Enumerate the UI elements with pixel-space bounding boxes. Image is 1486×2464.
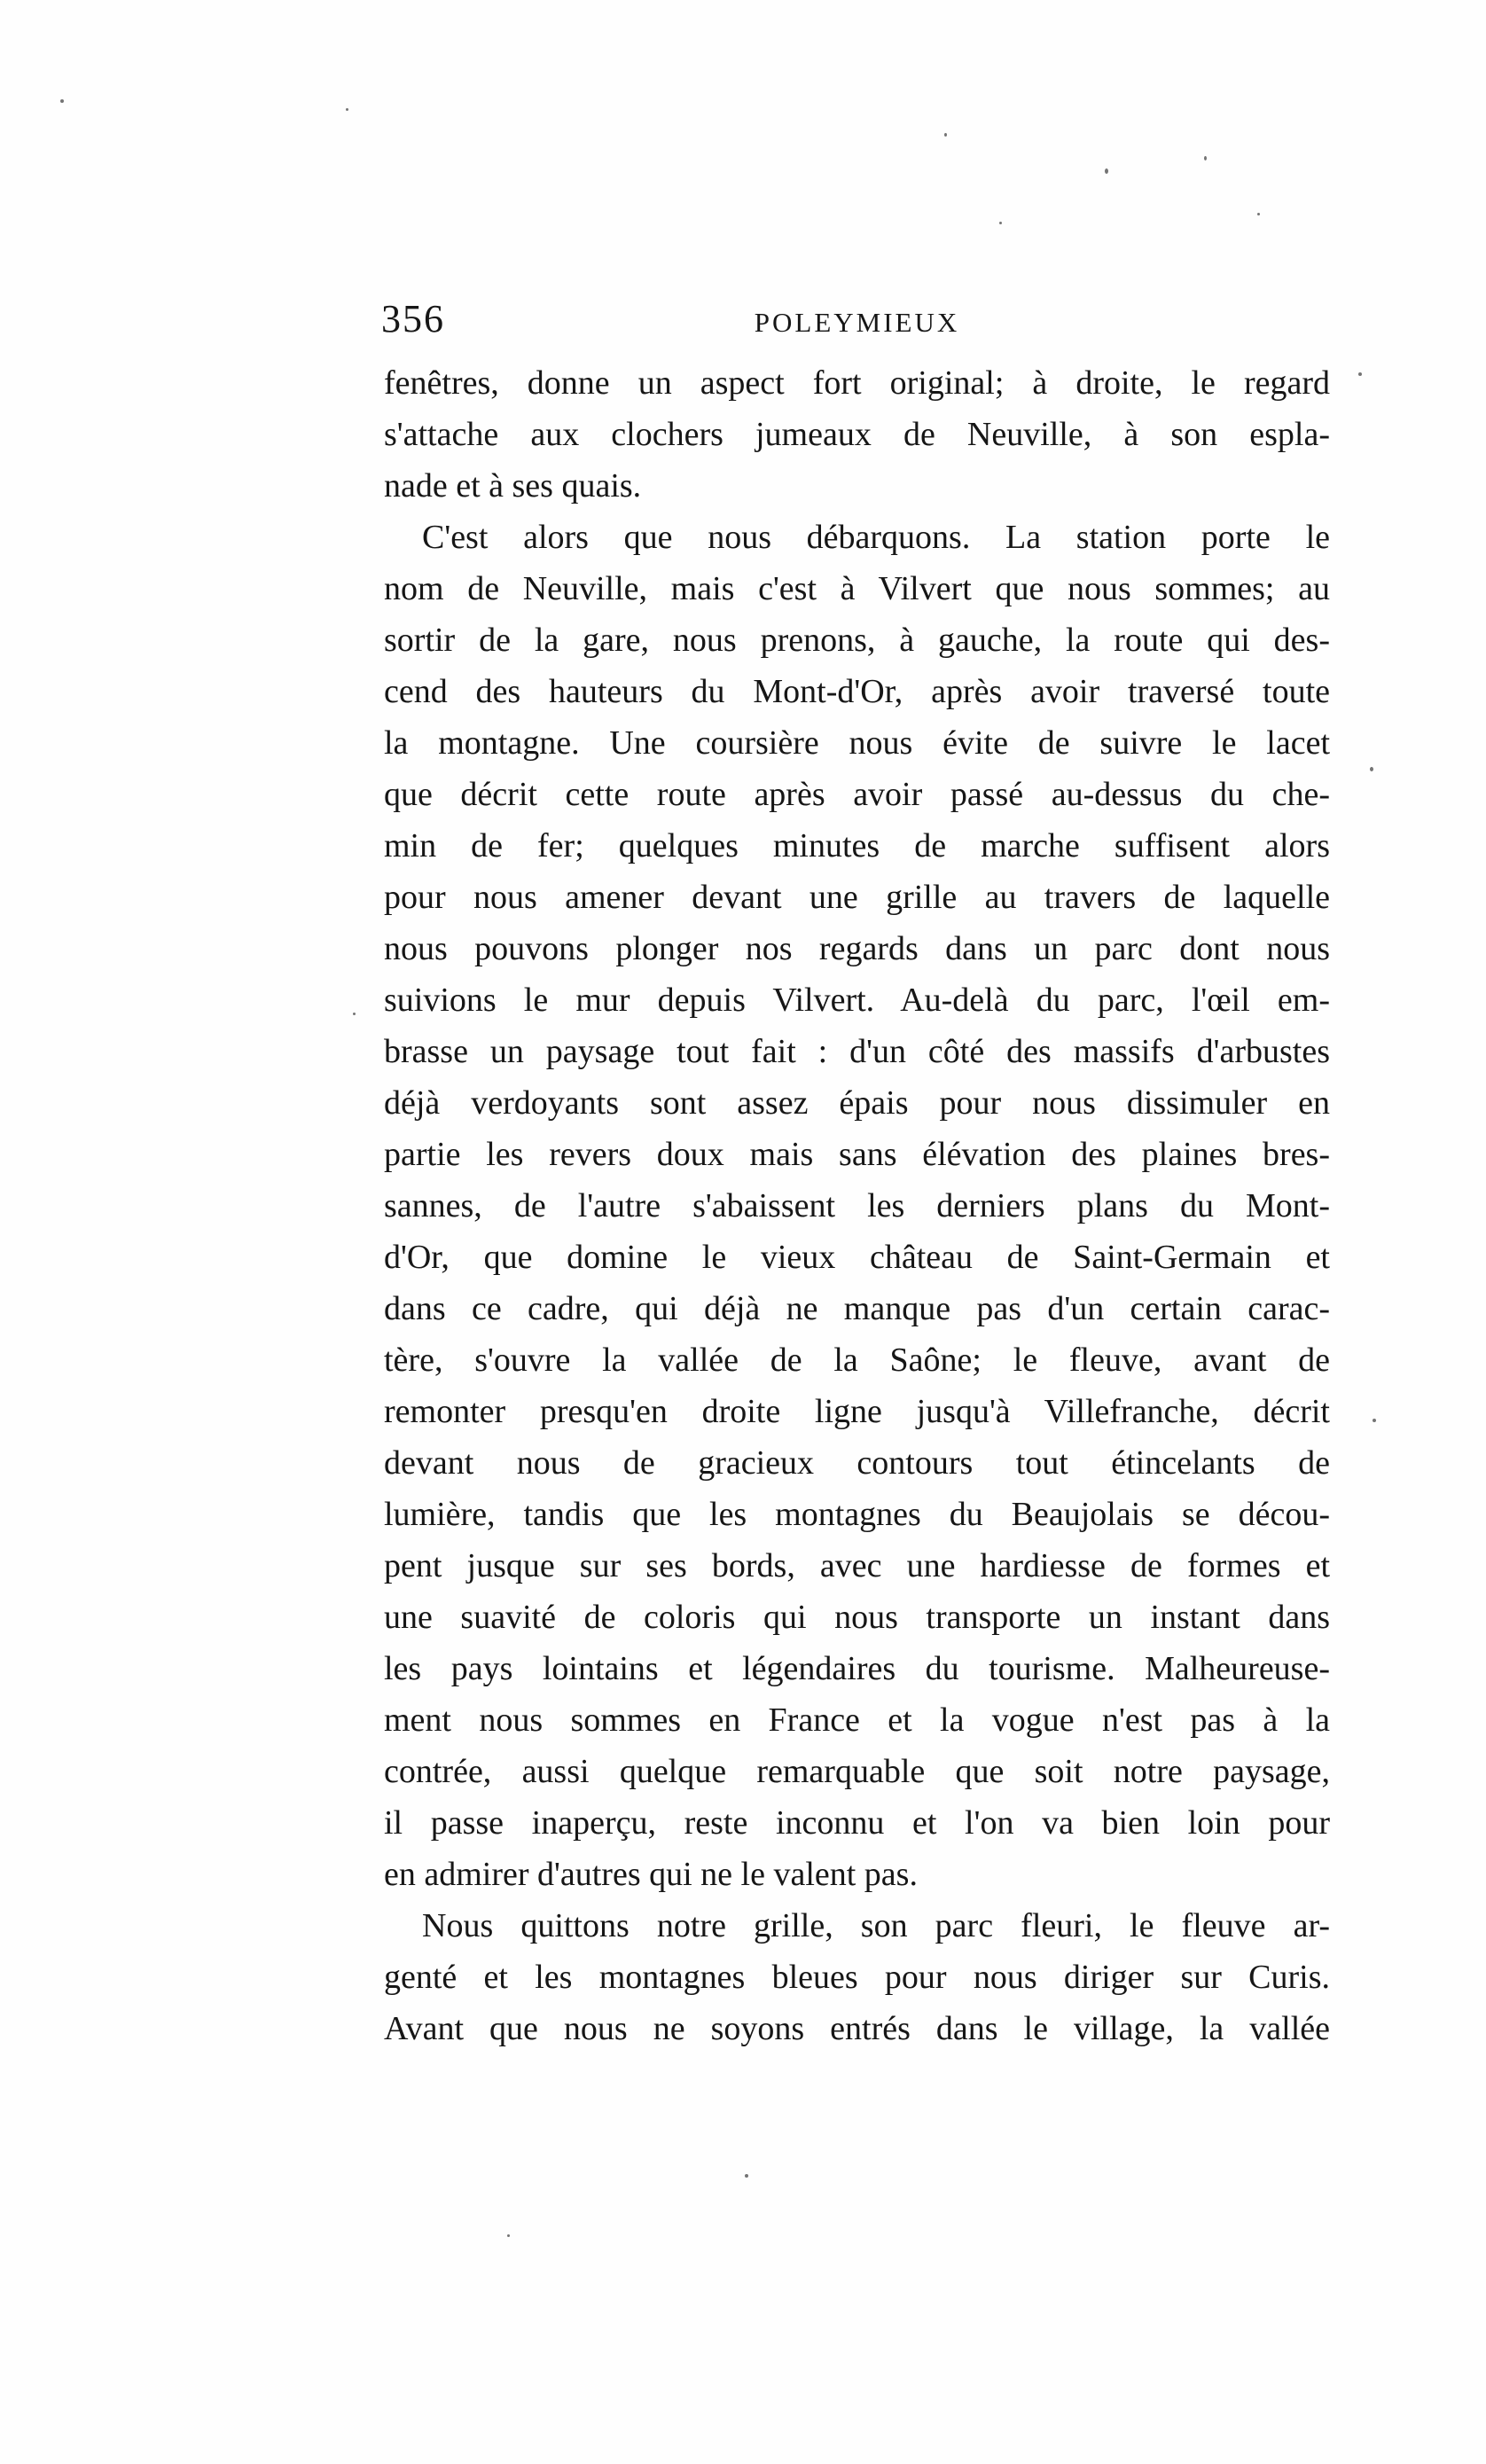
text-line: devant nous de gracieux contours tout étincelants de — [384, 1444, 1330, 1482]
scan-speck — [346, 108, 348, 111]
scan-speck — [1257, 213, 1260, 215]
text-line: min de fer; quelques minutes de marche suffisent alors — [384, 827, 1330, 864]
scan-speck — [353, 1013, 356, 1015]
text-line: une suavité de coloris qui nous transporte un instant dans — [384, 1599, 1330, 1636]
text-line: dans ce cadre, qui déjà ne manque pas d'un certain carac- — [384, 1290, 1330, 1327]
running-header: POLEYMIEUX — [754, 307, 960, 338]
paragraph — [384, 1900, 1330, 2054]
text-line: fenêtres, donne un aspect fort original; à droite, le regard — [384, 364, 1330, 402]
scan-speck — [1105, 168, 1108, 174]
text-line: nade et à ses quais. — [384, 467, 642, 505]
text-line: sannes, de l'autre s'abaissent les derniers plans du Mont- — [384, 1187, 1330, 1224]
scan-speck — [999, 222, 1002, 224]
text-line: la montagne. Une coursière nous évite de suivre le lacet — [384, 724, 1330, 762]
text-line: il passe inaperçu, reste inconnu et l'on va bien loin pour — [384, 1804, 1330, 1842]
text-line: Nous quittons notre grille, son parc fleuri, le fleuve ar- — [422, 1907, 1330, 1944]
text-line: C'est alors que nous débarquons. La station porte le — [422, 519, 1330, 556]
text-line: nom de Neuville, mais c'est à Vilvert que nous sommes; au — [384, 570, 1330, 607]
scan-speck — [745, 2174, 748, 2178]
text-line: que décrit cette route après avoir passé au-dessus du che- — [384, 776, 1330, 813]
text-line: contrée, aussi quelque remarquable que soit notre paysage, — [384, 1753, 1330, 1790]
text-line: genté et les montagnes bleues pour nous diriger sur Curis. — [384, 1959, 1330, 1996]
scan-speck — [1370, 767, 1373, 771]
body-text — [384, 357, 1330, 2054]
scan-speck — [507, 2234, 510, 2237]
text-line: remonter presqu'en droite ligne jusqu'à Villefranche, décrit — [384, 1393, 1330, 1430]
scan-speck — [1204, 156, 1207, 160]
text-line: sortir de la gare, nous prenons, à gauche, la route qui des- — [384, 622, 1330, 659]
scan-speck — [944, 133, 947, 137]
text-line: pour nous amener devant une grille au travers de laquelle — [384, 879, 1330, 916]
text-line: brasse un paysage tout fait : d'un côté des massifs d'arbustes — [384, 1033, 1330, 1070]
text-line: en admirer d'autres qui ne le valent pas. — [384, 1856, 918, 1893]
text-line: partie les revers doux mais sans élévation des plaines bres- — [384, 1136, 1330, 1173]
paragraph — [384, 512, 1330, 1900]
page-number: 356 — [381, 297, 445, 340]
text-line: ment nous sommes en France et la vogue n'est pas à la — [384, 1701, 1330, 1739]
text-line: nous pouvons plonger nos regards dans un parc dont nous — [384, 930, 1330, 967]
text-line: pent jusque sur ses bords, avec une hardiesse de formes et — [384, 1547, 1330, 1584]
text-line: lumière, tandis que les montagnes du Beaujolais se décou- — [384, 1496, 1330, 1533]
paragraph — [384, 357, 1330, 512]
text-line: d'Or, que domine le vieux château de Saint-Germain et — [384, 1239, 1330, 1276]
text-line: déjà verdoyants sont assez épais pour nous dissimuler en — [384, 1084, 1330, 1122]
scan-speck — [1358, 372, 1362, 376]
scan-speck — [60, 99, 64, 103]
text-line: tère, s'ouvre la vallée de la Saône; le fleuve, avant de — [384, 1342, 1330, 1379]
text-line: cend des hauteurs du Mont-d'Or, après avoir traversé toute — [384, 673, 1330, 710]
text-line: suivions le mur depuis Vilvert. Au-delà du parc, l'œil em- — [384, 982, 1330, 1019]
text-line: Avant que nous ne soyons entrés dans le village, la vallée — [384, 2010, 1330, 2047]
scan-speck — [1373, 1419, 1376, 1422]
text-line: les pays lointains et légendaires du tourisme. Malheureuse- — [384, 1650, 1330, 1687]
text-line: s'attache aux clochers jumeaux de Neuville, à son espla- — [384, 416, 1330, 453]
